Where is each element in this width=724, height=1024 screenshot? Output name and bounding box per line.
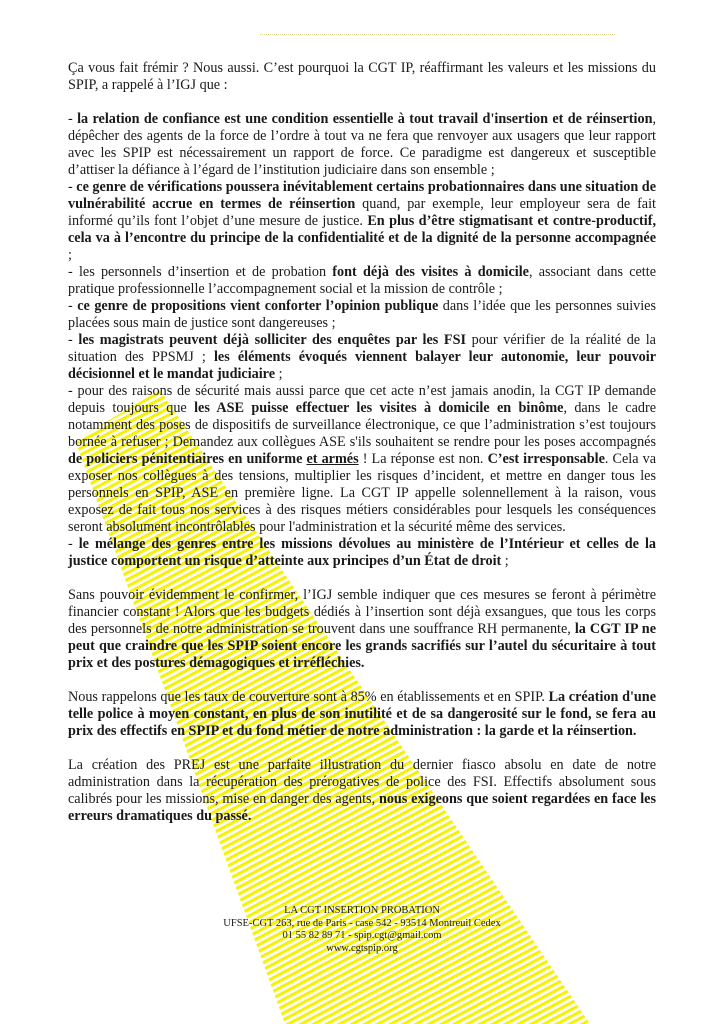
point-verifications: - ce genre de vérifications poussera inévitablement certains probationnaires dans une situation de vulnérabilité accrue en termes de réinsertion quand, par exemple, leur employeur sera de fait informé qu’ils font l’objet d’une mesure de justice. En plus d’être stigmatisant et contre-productif, cela va à l’encontre du principe de la confidentialité et de la dignité de la personne accompagnée ; bbox=[68, 179, 656, 263]
footer-phone-email: 01 55 82 89 71 - spip.cgt@gmail.com bbox=[282, 930, 442, 942]
point-trust: - la relation de confiance est une condition essentielle à tout travail d'insertion et de réinsertion, dépêcher des agents de la force de l’ordre à tout va ne fera que renvoyer aux usagers que leur rapport avec les SPIP est nécessairement un rapport de force. Ce paradigme est dangereux et susceptible d’attiser la défiance à l’égard de l’institution judiciaire dans son ensemble ; bbox=[68, 111, 657, 178]
point-magistrates: - les magistrats peuvent déjà solliciter des enquêtes par les FSI pour vérifier de la réalité de la situation des PPSMJ ; les éléments évoqués viennent balayer leur autonomie, leur pouvoir décisionnel et le mandat judiciaire ; bbox=[68, 332, 657, 382]
footer-website: www.cgtspip.org bbox=[326, 942, 398, 954]
document-body bbox=[68, 60, 656, 825]
footer-contact-block bbox=[0, 905, 724, 955]
paragraph-budget: Sans pouvoir évidemment le confirmer, l’IGJ semble indiquer que ces mesures se feront à périmètre financier constant ! Alors que les budgets dédiés à l’insertion sont déjà exsangues, que tous les corps des personnels de notre administration se trouvent dans une souffrance RH permanente, la CGT IP ne peut que craindre que les SPIP soient encore les grands sacrifiés sur l’autel du sécuritaire à tout prix et des postures démagogiques et irréfléchies. bbox=[68, 587, 656, 671]
point-mixing-genres: - le mélange des genres entre les missions dévolues au ministère de l’Intérieur et celles de la justice comportent un risque d’atteinte aux principes d’un État de droit ; bbox=[68, 536, 656, 569]
intro-paragraph: Ça vous fait frémir ? Nous aussi. C’est pourquoi la CGT IP, réaffirmant les valeurs et les missions du SPIP, a rappelé à l’IGJ que : bbox=[68, 60, 656, 93]
header-rule bbox=[260, 34, 615, 35]
point-home-visits: - les personnels d’insertion et de probation font déjà des visites à domicile, associant dans cette pratique professionnelle l’accompagnement social et la mission de contrôle ; bbox=[68, 264, 656, 297]
paragraph-coverage: Nous rappelons que les taux de couverture sont à 85% en établissements et en SPIP. La création d'une telle police à moyen constant, en plus de son inutilité et de sa dangerosité sur le fond, se fera au prix des effectifs en SPIP et du fond métier de notre administration : la garde et la réinsertion. bbox=[68, 689, 656, 739]
point-public-opinion: - ce genre de propositions vient conforter l’opinion publique dans l’idée que les personnes suivies placées sous main de justice sont dangereuses ; bbox=[68, 298, 656, 331]
footer-address: UFSE-CGT 263, rue de Paris - case 542 - 93514 Montreuil Cedex bbox=[223, 917, 501, 929]
paragraph-prej: La création des PREJ est une parfaite illustration du dernier fiasco absolu en date de notre administration dans la récupération des prérogatives de police des FSI. Effectifs absolument sous calibrés pour les missions, mise en danger des agents, nous exigeons que soient regardées en face les erreurs dramatiques du passé. bbox=[68, 757, 657, 824]
point-security-ase: - pour des raisons de sécurité mais aussi parce que cet acte n’est jamais anodin, la CGT IP demande depuis toujours que les ASE puisse effectuer les visites à domicile en binôme, dans le cadre notamment des poses de dispositifs de surveillance électronique, ce que l’administration s’est toujours bornée à refuser ; Demandez aux collègues ASE s'ils souhaitent se rendre pour les poses accompagnés de policiers pénitentiaires en uniforme et armés ! La réponse est non. C’est irresponsable. Cela va exposer nos collègues à des tensions, multiplier les risques d’incident, et mettre en danger tous les personnels en SPIP, ASE en première ligne. La CGT IP appelle solennellement à la raison, vous exposez de fait tous nos services à des risques métiers considérables pour lesquels les conséquences seront absolument incontrôlables pour l'administration et la sécurité même des services. bbox=[68, 383, 657, 535]
footer-organization: LA CGT INSERTION PROBATION bbox=[284, 905, 440, 916]
